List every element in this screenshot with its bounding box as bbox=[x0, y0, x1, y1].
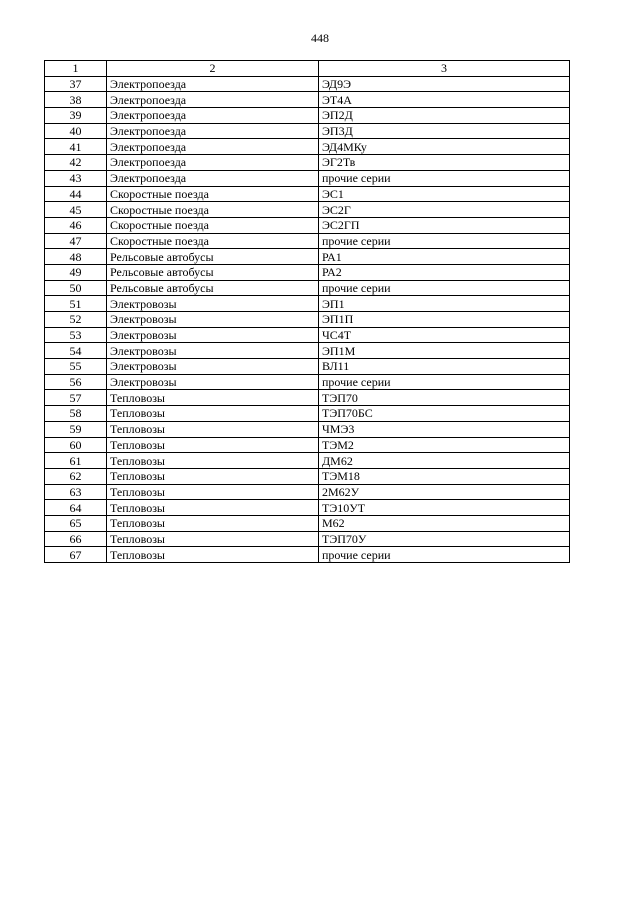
vehicle-type-cell: Тепловозы bbox=[107, 421, 319, 437]
table-header-row bbox=[45, 61, 570, 77]
vehicle-type-cell: Электропоезда bbox=[107, 76, 319, 92]
vehicle-type-cell: Тепловозы bbox=[107, 484, 319, 500]
series-cell: ЭП1 bbox=[319, 296, 570, 312]
table-row bbox=[45, 217, 570, 233]
vehicle-type-cell: Тепловозы bbox=[107, 500, 319, 516]
vehicle-type-cell: Тепловозы bbox=[107, 547, 319, 563]
series-cell: ЭП3Д bbox=[319, 123, 570, 139]
series-cell: ТЭ10УТ bbox=[319, 500, 570, 516]
table-row bbox=[45, 280, 570, 296]
row-number-cell: 49 bbox=[45, 264, 107, 280]
series-cell: ТЭМ2 bbox=[319, 437, 570, 453]
vehicle-type-cell: Рельсовые автобусы bbox=[107, 264, 319, 280]
row-number-cell: 47 bbox=[45, 233, 107, 249]
table-row bbox=[45, 249, 570, 265]
vehicle-type-cell: Рельсовые автобусы bbox=[107, 280, 319, 296]
series-cell: ЭС1 bbox=[319, 186, 570, 202]
row-number-cell: 53 bbox=[45, 327, 107, 343]
vehicle-type-cell: Тепловозы bbox=[107, 390, 319, 406]
vehicle-type-cell: Электровозы bbox=[107, 374, 319, 390]
series-cell: М62 bbox=[319, 515, 570, 531]
vehicle-type-cell: Электровозы bbox=[107, 327, 319, 343]
row-number-cell: 45 bbox=[45, 202, 107, 218]
vehicle-type-cell: Тепловозы bbox=[107, 531, 319, 547]
series-cell: ВЛ11 bbox=[319, 359, 570, 375]
table-row bbox=[45, 327, 570, 343]
row-number-cell: 37 bbox=[45, 76, 107, 92]
row-number-cell: 39 bbox=[45, 108, 107, 124]
table-row bbox=[45, 406, 570, 422]
table-row bbox=[45, 186, 570, 202]
table-row bbox=[45, 296, 570, 312]
series-cell: ЭС2Г bbox=[319, 202, 570, 218]
series-cell: ТЭМ18 bbox=[319, 468, 570, 484]
row-number-cell: 66 bbox=[45, 531, 107, 547]
vehicle-type-cell: Электропоезда bbox=[107, 139, 319, 155]
table-row bbox=[45, 515, 570, 531]
table-row bbox=[45, 374, 570, 390]
row-number-cell: 48 bbox=[45, 249, 107, 265]
table-row bbox=[45, 468, 570, 484]
table-row bbox=[45, 421, 570, 437]
series-cell: прочие серии bbox=[319, 374, 570, 390]
vehicle-type-cell: Электропоезда bbox=[107, 92, 319, 108]
row-number-cell: 44 bbox=[45, 186, 107, 202]
table-body bbox=[45, 76, 570, 562]
table-row bbox=[45, 531, 570, 547]
row-number-cell: 38 bbox=[45, 92, 107, 108]
row-number-cell: 55 bbox=[45, 359, 107, 375]
table-row bbox=[45, 359, 570, 375]
table-row bbox=[45, 547, 570, 563]
vehicle-type-cell: Тепловозы bbox=[107, 437, 319, 453]
series-cell: ЭТ4А bbox=[319, 92, 570, 108]
table-row bbox=[45, 123, 570, 139]
table-row bbox=[45, 76, 570, 92]
vehicle-type-cell: Электропоезда bbox=[107, 123, 319, 139]
series-cell: ЭП2Д bbox=[319, 108, 570, 124]
table-row bbox=[45, 108, 570, 124]
vehicle-type-cell: Электровозы bbox=[107, 359, 319, 375]
table-row bbox=[45, 233, 570, 249]
page-number: 448 bbox=[311, 31, 329, 45]
row-number-cell: 50 bbox=[45, 280, 107, 296]
row-number-cell: 42 bbox=[45, 155, 107, 171]
row-number-cell: 63 bbox=[45, 484, 107, 500]
table-row bbox=[45, 170, 570, 186]
row-number-cell: 54 bbox=[45, 343, 107, 359]
table-row bbox=[45, 390, 570, 406]
series-cell: ЭД9Э bbox=[319, 76, 570, 92]
column-header-2: 2 bbox=[107, 61, 319, 77]
table-row bbox=[45, 500, 570, 516]
column-header-3: 3 bbox=[319, 61, 570, 77]
series-cell: ТЭП70У bbox=[319, 531, 570, 547]
series-cell: прочие серии bbox=[319, 233, 570, 249]
row-number-cell: 64 bbox=[45, 500, 107, 516]
table-row bbox=[45, 92, 570, 108]
vehicle-type-cell: Тепловозы bbox=[107, 453, 319, 469]
row-number-cell: 62 bbox=[45, 468, 107, 484]
row-number-cell: 52 bbox=[45, 312, 107, 328]
row-number-cell: 65 bbox=[45, 515, 107, 531]
series-cell: РА1 bbox=[319, 249, 570, 265]
vehicle-type-cell: Рельсовые автобусы bbox=[107, 249, 319, 265]
row-number-cell: 46 bbox=[45, 217, 107, 233]
vehicle-type-cell: Тепловозы bbox=[107, 515, 319, 531]
vehicle-type-cell: Электровозы bbox=[107, 296, 319, 312]
vehicle-type-cell: Скоростные поезда bbox=[107, 186, 319, 202]
series-cell: прочие серии bbox=[319, 547, 570, 563]
vehicle-type-cell: Электровозы bbox=[107, 343, 319, 359]
vehicle-type-cell: Тепловозы bbox=[107, 406, 319, 422]
row-number-cell: 61 bbox=[45, 453, 107, 469]
vehicle-type-cell: Электропоезда bbox=[107, 170, 319, 186]
row-number-cell: 43 bbox=[45, 170, 107, 186]
column-header-1: 1 bbox=[45, 61, 107, 77]
series-cell: ЭП1П bbox=[319, 312, 570, 328]
row-number-cell: 58 bbox=[45, 406, 107, 422]
table-row bbox=[45, 453, 570, 469]
series-cell: прочие серии bbox=[319, 170, 570, 186]
series-cell: прочие серии bbox=[319, 280, 570, 296]
row-number-cell: 57 bbox=[45, 390, 107, 406]
vehicle-type-cell: Скоростные поезда bbox=[107, 233, 319, 249]
table-row bbox=[45, 264, 570, 280]
row-number-cell: 40 bbox=[45, 123, 107, 139]
row-number-cell: 59 bbox=[45, 421, 107, 437]
table-row bbox=[45, 343, 570, 359]
series-cell: ЭП1М bbox=[319, 343, 570, 359]
vehicle-type-cell: Электровозы bbox=[107, 312, 319, 328]
vehicle-type-cell: Электропоезда bbox=[107, 155, 319, 171]
vehicle-type-cell: Скоростные поезда bbox=[107, 202, 319, 218]
series-cell: ДМ62 bbox=[319, 453, 570, 469]
table-row bbox=[45, 312, 570, 328]
series-cell: ЭД4МКу bbox=[319, 139, 570, 155]
row-number-cell: 60 bbox=[45, 437, 107, 453]
vehicle-type-cell: Тепловозы bbox=[107, 468, 319, 484]
series-cell: ЭС2ГП bbox=[319, 217, 570, 233]
table-row bbox=[45, 139, 570, 155]
series-cell: ТЭП70БС bbox=[319, 406, 570, 422]
row-number-cell: 51 bbox=[45, 296, 107, 312]
series-cell: ЭГ2Тв bbox=[319, 155, 570, 171]
table-row bbox=[45, 155, 570, 171]
table-row bbox=[45, 202, 570, 218]
series-cell: РА2 bbox=[319, 264, 570, 280]
rolling-stock-table bbox=[44, 60, 570, 563]
vehicle-type-cell: Электропоезда bbox=[107, 108, 319, 124]
row-number-cell: 56 bbox=[45, 374, 107, 390]
series-cell: ТЭП70 bbox=[319, 390, 570, 406]
row-number-cell: 67 bbox=[45, 547, 107, 563]
table-row bbox=[45, 437, 570, 453]
series-cell: ЧМЭ3 bbox=[319, 421, 570, 437]
table-row bbox=[45, 484, 570, 500]
vehicle-type-cell: Скоростные поезда bbox=[107, 217, 319, 233]
series-cell: ЧС4Т bbox=[319, 327, 570, 343]
series-cell: 2М62У bbox=[319, 484, 570, 500]
row-number-cell: 41 bbox=[45, 139, 107, 155]
